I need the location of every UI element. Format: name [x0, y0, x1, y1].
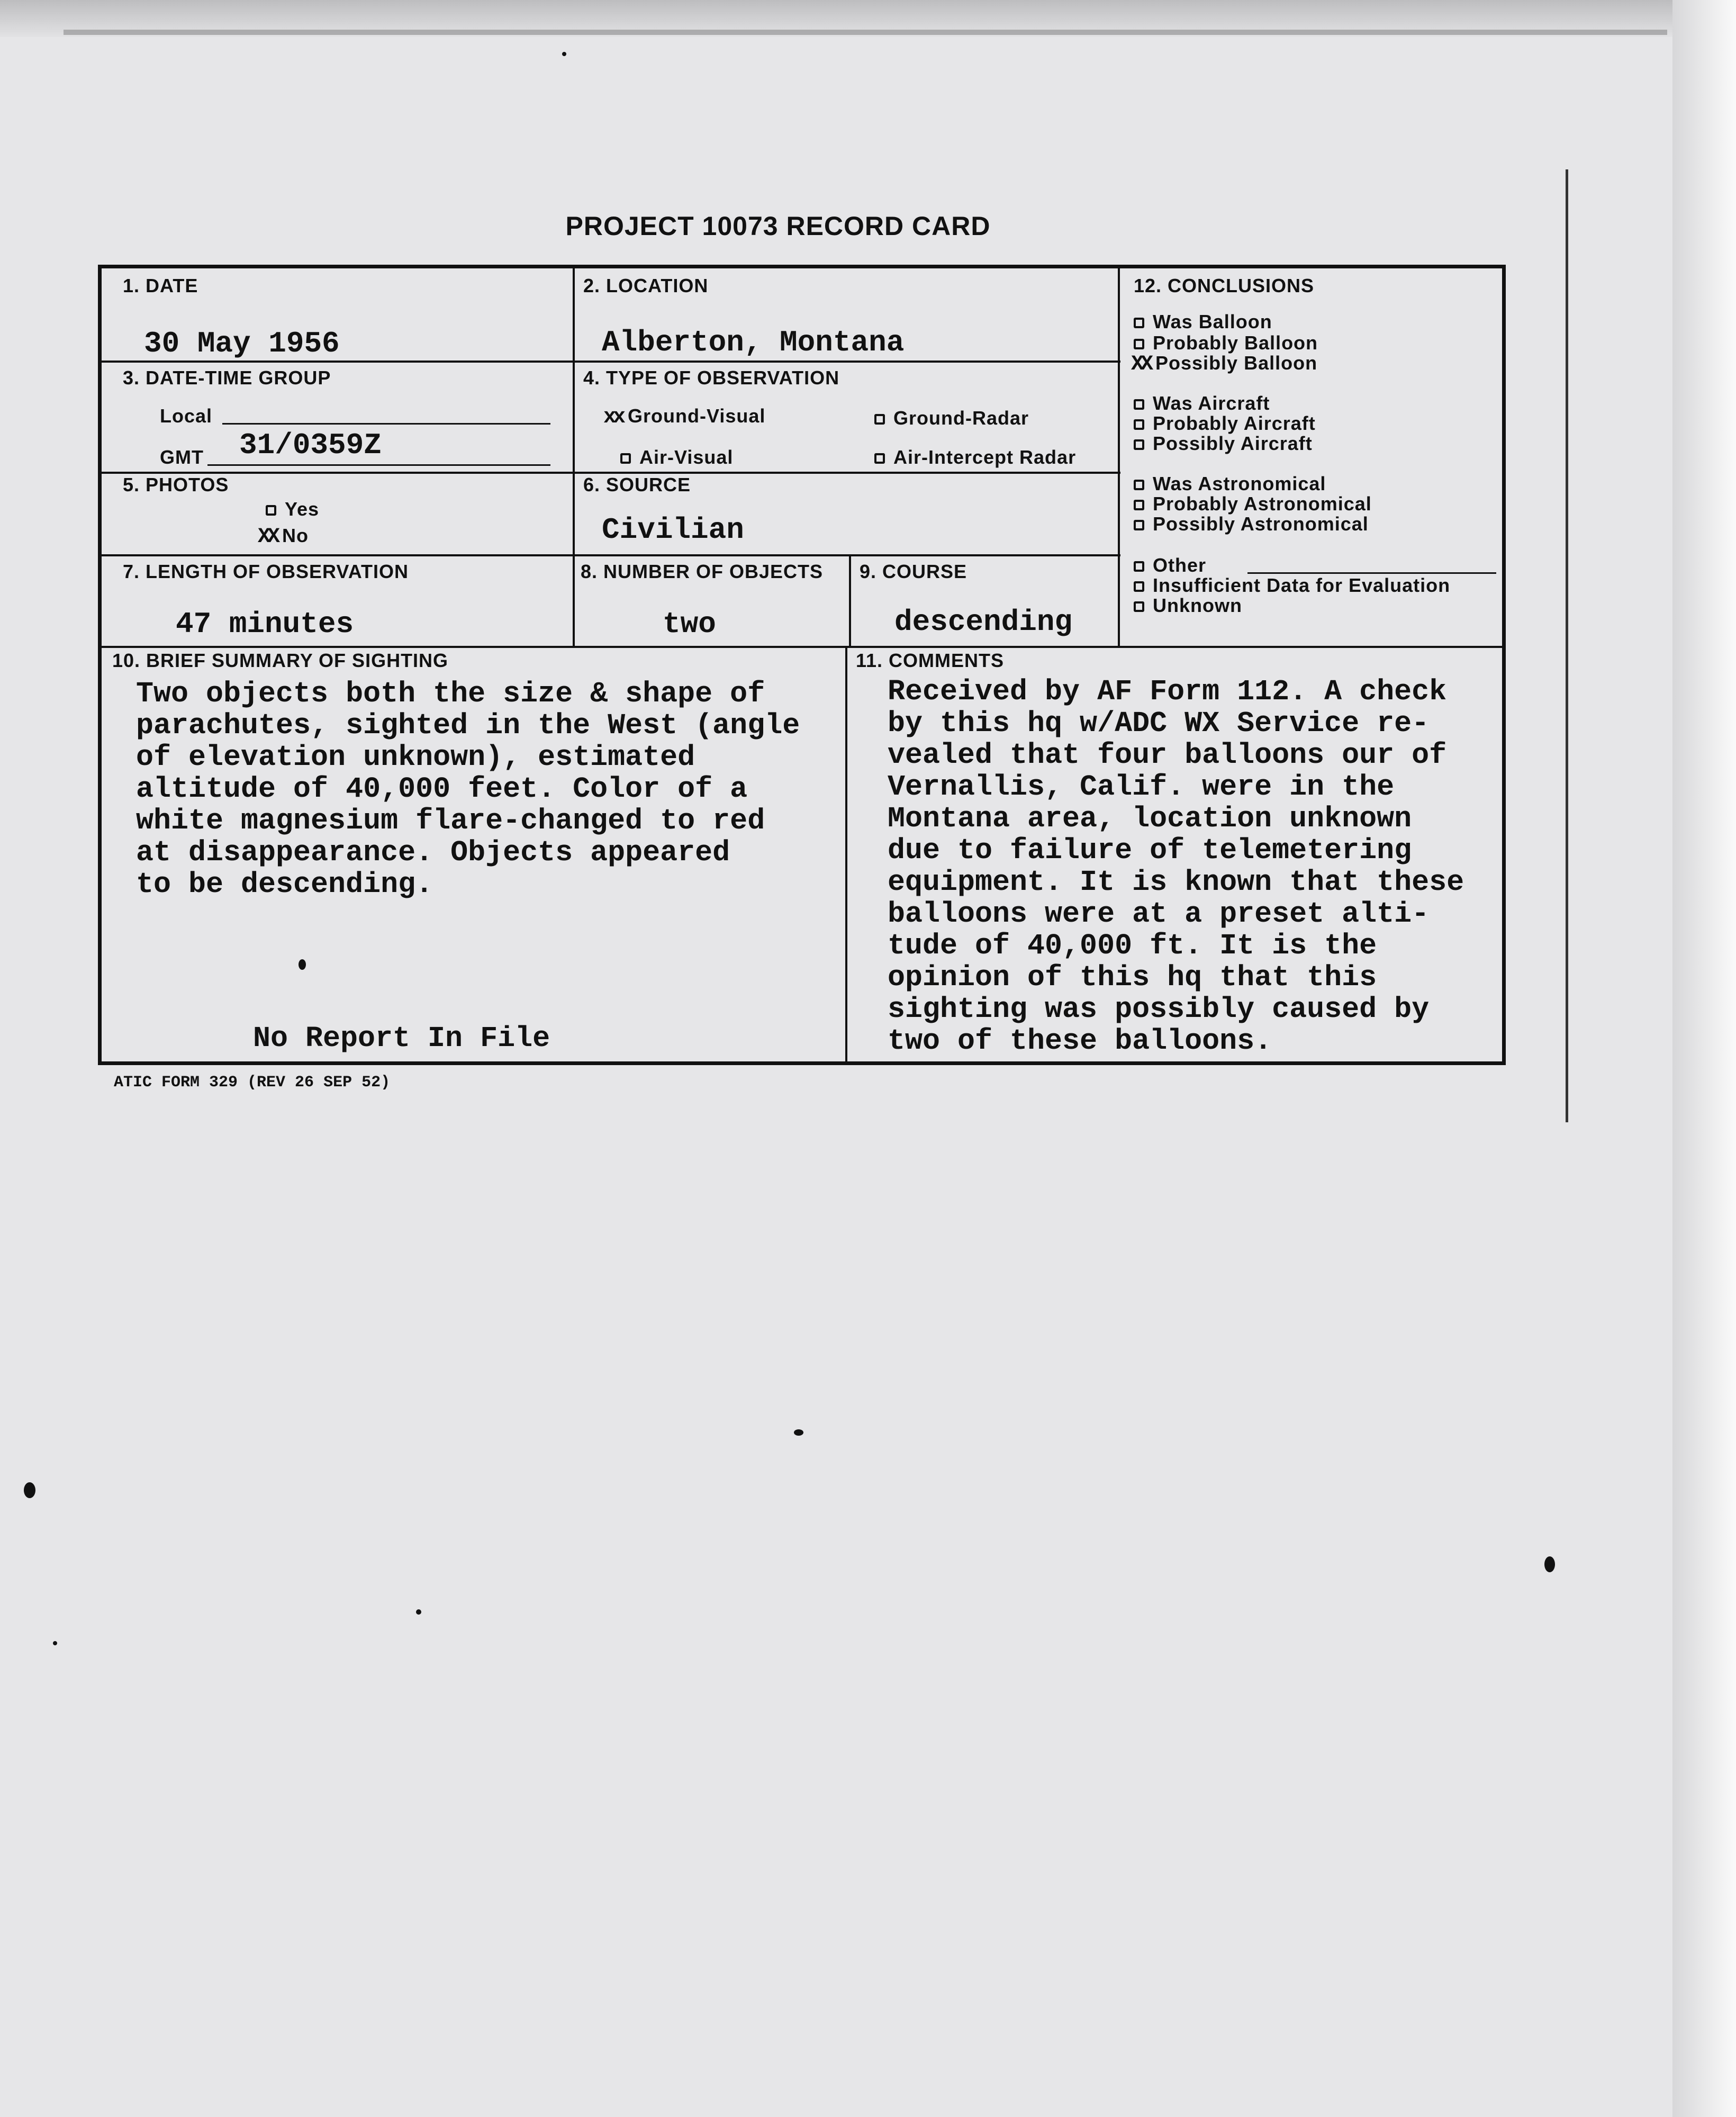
possibly-balloon-mark: XX [1131, 353, 1151, 376]
scan-top-line [64, 30, 1667, 35]
speck [794, 1429, 803, 1436]
photos-label: 5. PHOTOS [123, 474, 229, 496]
conclusion-unknown: Unknown [1134, 594, 1242, 617]
grid-line [1118, 268, 1120, 646]
air-visual-option: Air-Visual [620, 446, 733, 469]
objects-value: two [663, 607, 716, 641]
form-title: PROJECT 10073 RECORD CARD [565, 211, 991, 241]
ground-visual-option: xx Ground-Visual [603, 405, 766, 429]
photos-no-option: XX No [258, 525, 309, 549]
checkbox-icon [1134, 399, 1144, 410]
checkbox-icon [1134, 581, 1144, 592]
grid-line [102, 361, 1120, 363]
summary-line: altitude of 40,000 feet. Color of a [136, 772, 748, 806]
checkbox-icon [1134, 480, 1144, 490]
objects-label: 8. NUMBER OF OBJECTS [581, 561, 824, 582]
comment-line: tude of 40,000 ft. It is the [888, 929, 1377, 962]
location-value: Alberton, Montana [602, 326, 905, 359]
scan-right-edge [1672, 0, 1736, 2117]
conclusions-label: 12. CONCLUSIONS [1134, 275, 1315, 296]
comments-label: 11. COMMENTS [856, 650, 1005, 671]
checkbox-icon [1134, 561, 1144, 572]
summary-line: parachutes, sighted in the West (angle [136, 709, 800, 742]
conclusion-probably-balloon: Probably Balloon [1134, 332, 1318, 354]
checkbox-icon [1134, 520, 1144, 530]
conclusion-possibly-aircraft: Possibly Aircraft [1134, 433, 1313, 455]
source-label: 6. SOURCE [583, 474, 691, 496]
grid-line [102, 554, 1120, 556]
summary-line: at disappearance. Objects appeared [136, 836, 730, 869]
speck [416, 1609, 421, 1615]
checkbox-icon [1134, 339, 1144, 349]
length-label: 7. LENGTH OF OBSERVATION [123, 561, 409, 582]
conclusion-probably-astronomical: Probably Astronomical [1134, 493, 1372, 515]
checkbox-icon [1134, 318, 1144, 328]
summary-label: 10. BRIEF SUMMARY OF SIGHTING [112, 650, 449, 671]
speck [24, 1482, 35, 1498]
other-underline [1247, 572, 1496, 574]
comment-line: two of these balloons. [888, 1024, 1272, 1058]
gmt-underline [207, 464, 550, 466]
gmt-label: GMT [160, 446, 204, 468]
date-value: 30 May 1956 [144, 327, 340, 361]
location-label: 2. LOCATION [583, 275, 709, 296]
comment-line: balloons were at a preset alti- [888, 897, 1430, 931]
grid-line [573, 268, 575, 646]
comment-line: Montana area, location unknown [888, 802, 1412, 835]
local-label: Local [160, 405, 213, 427]
comment-line: opinion of this hq that this [888, 961, 1377, 994]
conclusion-possibly-astronomical: Possibly Astronomical [1134, 513, 1369, 535]
length-value: 47 minutes [176, 607, 354, 641]
comment-line: Vernallis, Calif. were in the [888, 770, 1395, 804]
checkbox-icon [1134, 601, 1144, 612]
conclusion-possibly-balloon: XX Possibly Balloon [1131, 352, 1318, 376]
photos-no-mark: XX [258, 525, 277, 549]
form-footer: ATIC FORM 329 (REV 26 SEP 52) [114, 1074, 391, 1092]
conclusion-was-aircraft: Was Aircraft [1134, 392, 1270, 415]
checkbox-icon [266, 505, 276, 516]
no-report-note: No Report In File [253, 1022, 550, 1055]
summary-line: Two objects both the size & shape of [136, 677, 765, 710]
conclusion-was-astronomical: Was Astronomical [1134, 473, 1326, 495]
conclusion-other: Other [1134, 554, 1206, 576]
course-label: 9. COURSE [860, 561, 968, 582]
comment-line: sighting was possibly caused by [888, 993, 1430, 1026]
local-underline [222, 423, 550, 425]
checkbox-icon [1134, 419, 1144, 430]
ground-radar-option: Ground-Radar [874, 407, 1029, 429]
record-card [98, 265, 1506, 1065]
dtg-label: 3. DATE-TIME GROUP [123, 367, 331, 389]
checkbox-icon [874, 453, 885, 464]
comment-line: Received by AF Form 112. A check [888, 675, 1447, 708]
ground-visual-mark: xx [603, 406, 623, 429]
summary-line: of elevation unknown), estimated [136, 741, 695, 774]
checkbox-icon [1134, 500, 1144, 510]
speck [53, 1641, 57, 1645]
summary-line: to be descending. [136, 868, 433, 901]
speck [562, 52, 566, 56]
conclusion-insufficient: Insufficient Data for Evaluation [1134, 574, 1450, 597]
grid-line [849, 554, 851, 646]
checkbox-icon [620, 453, 631, 464]
air-intercept-option: Air-Intercept Radar [874, 446, 1076, 469]
grid-line [845, 646, 847, 1065]
scan-vertical-line [1566, 169, 1568, 1122]
comment-line: due to failure of telemetering [888, 834, 1412, 867]
source-value: Civilian [602, 513, 744, 547]
comment-line: equipment. It is known that these [888, 866, 1464, 899]
gmt-value: 31/0359Z [239, 428, 382, 462]
conclusion-was-balloon: Was Balloon [1134, 311, 1272, 333]
course-value: descending [894, 605, 1073, 639]
checkbox-icon [1134, 439, 1144, 450]
type-label: 4. TYPE OF OBSERVATION [583, 367, 840, 389]
grid-line [102, 646, 1502, 648]
checkbox-icon [874, 414, 885, 425]
comment-line: vealed that four balloons our of [888, 738, 1447, 772]
photos-yes-option: Yes [266, 498, 319, 520]
comment-line: by this hq w/ADC WX Service re- [888, 707, 1430, 740]
date-label: 1. DATE [123, 275, 198, 296]
conclusion-probably-aircraft: Probably Aircraft [1134, 412, 1316, 435]
summary-line: white magnesium flare-changed to red [136, 804, 765, 837]
speck [1544, 1556, 1555, 1572]
